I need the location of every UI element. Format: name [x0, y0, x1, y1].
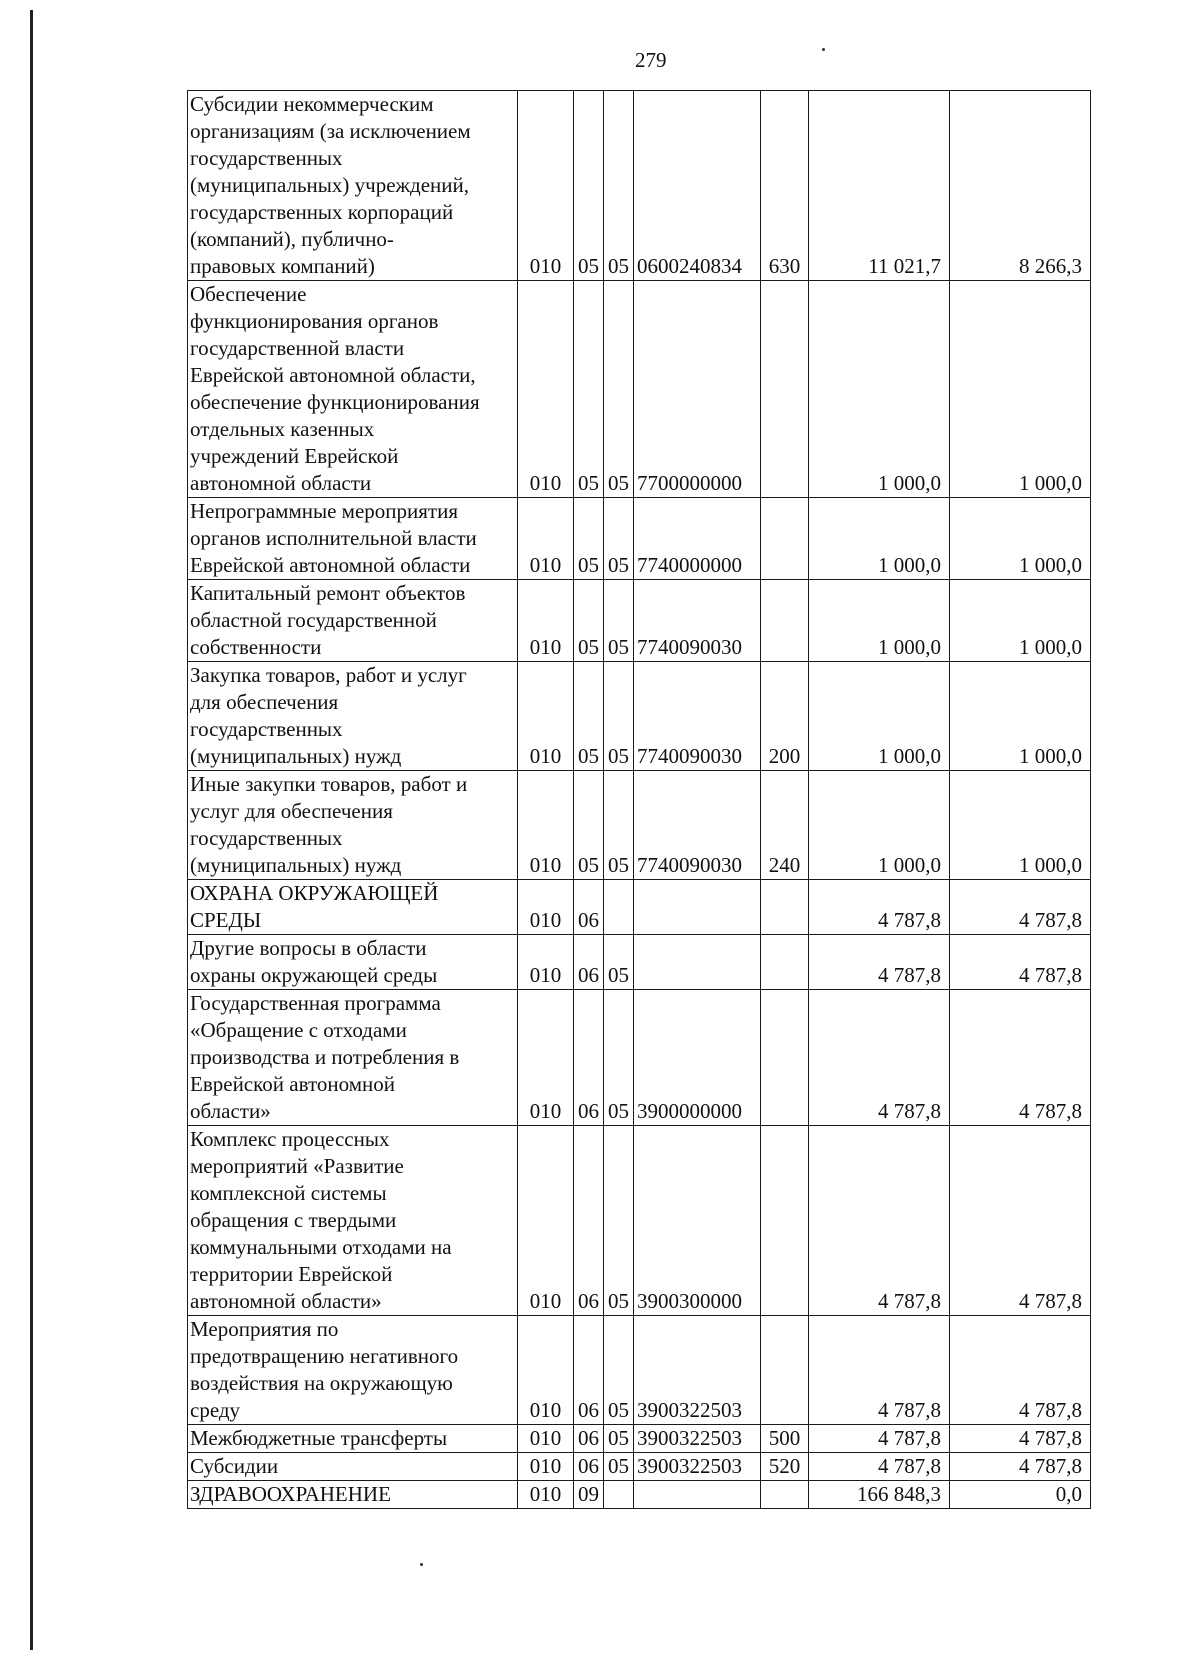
amount-year2-cell: 1 000,0 [950, 281, 1091, 498]
amount-year1-cell: 1 000,0 [809, 771, 950, 880]
amount-year2-cell: 1 000,0 [950, 498, 1091, 580]
subsection-code-cell: 05 [604, 1126, 634, 1316]
expense-type-cell [761, 281, 809, 498]
amount-year1-cell: 4 787,8 [809, 880, 950, 935]
admin-code-cell: 010 [518, 935, 574, 990]
amount-year2-cell: 1 000,0 [950, 662, 1091, 771]
section-code-cell: 06 [574, 935, 604, 990]
subsection-code-cell [604, 880, 634, 935]
target-article-cell: 7740000000 [634, 498, 761, 580]
target-article-cell: 7740090030 [634, 580, 761, 662]
row-name-line: обеспечение функционирования [190, 390, 480, 414]
table-row [188, 281, 1091, 498]
target-article-cell: 3900300000 [634, 1126, 761, 1316]
table-row [188, 1316, 1091, 1425]
section-code-cell: 05 [574, 498, 604, 580]
row-name-line: государственной власти [190, 336, 405, 360]
row-name-line: Еврейской автономной [190, 1072, 395, 1096]
target-article-cell: 7740090030 [634, 662, 761, 771]
row-name-line: правовых компаний) [190, 254, 375, 278]
subsection-code-cell: 05 [604, 990, 634, 1126]
target-article-cell: 3900322503 [634, 1453, 761, 1481]
row-name-line: ЗДРАВООХРАНЕНИЕ [190, 1482, 391, 1506]
row-name-line: учреждений Еврейской [190, 444, 399, 468]
left-margin-rule [30, 10, 33, 1650]
row-name-line: комплексной системы [190, 1181, 387, 1205]
amount-year1-cell: 1 000,0 [809, 662, 950, 771]
amount-year1-cell: 1 000,0 [809, 281, 950, 498]
row-name-cell [188, 580, 518, 662]
amount-year1-cell: 4 787,8 [809, 1316, 950, 1425]
table-row [188, 662, 1091, 771]
amount-year2-cell: 4 787,8 [950, 1126, 1091, 1316]
row-name-line: (муниципальных) нужд [190, 744, 402, 768]
budget-table-body [188, 91, 1091, 1509]
row-name-cell [188, 935, 518, 990]
expense-type-cell [761, 580, 809, 662]
section-code-cell: 06 [574, 990, 604, 1126]
table-row [188, 580, 1091, 662]
row-name-line: Межбюджетные трансферты [190, 1426, 448, 1450]
subsection-code-cell: 05 [604, 580, 634, 662]
row-name-line: Комплекс процессных [190, 1127, 390, 1151]
row-name-line: охраны окружающей среды [190, 963, 438, 987]
row-name-line: производства и потребления в [190, 1045, 460, 1069]
amount-year2-cell: 1 000,0 [950, 771, 1091, 880]
subsection-code-cell [604, 1481, 634, 1509]
row-name-line: функционирования органов [190, 309, 439, 333]
amount-year2-cell: 4 787,8 [950, 990, 1091, 1126]
row-name-line: Непрограммные мероприятия [190, 499, 458, 523]
row-name-line: Еврейской автономной области [190, 553, 471, 577]
expense-type-cell [761, 990, 809, 1126]
admin-code-cell: 010 [518, 662, 574, 771]
row-name-cell [188, 1481, 518, 1509]
admin-code-cell: 010 [518, 771, 574, 880]
row-name-line: государственных корпораций [190, 200, 454, 224]
table-row [188, 1425, 1091, 1453]
row-name-line: Еврейской автономной области, [190, 363, 476, 387]
target-article-cell [634, 935, 761, 990]
expense-type-cell [761, 935, 809, 990]
budget-table [187, 90, 1091, 1509]
subsection-code-cell: 05 [604, 91, 634, 281]
target-article-cell: 0600240834 [634, 91, 761, 281]
admin-code-cell: 010 [518, 498, 574, 580]
row-name-cell [188, 91, 518, 281]
expense-type-cell [761, 880, 809, 935]
target-article-cell [634, 1481, 761, 1509]
row-name-line: (муниципальных) учреждений, [190, 173, 469, 197]
amount-year1-cell: 11 021,7 [809, 91, 950, 281]
row-name-cell [188, 990, 518, 1126]
target-article-cell [634, 880, 761, 935]
target-article-cell: 7700000000 [634, 281, 761, 498]
section-code-cell: 06 [574, 1126, 604, 1316]
row-name-line: автономной области [190, 471, 372, 495]
section-code-cell: 05 [574, 281, 604, 498]
row-name-line: (компаний), публично- [190, 227, 394, 251]
expense-type-cell [761, 498, 809, 580]
row-name-line: Государственная программа [190, 991, 441, 1015]
page-number: 279 [635, 48, 667, 72]
row-name-cell [188, 1316, 518, 1425]
row-name-cell [188, 1126, 518, 1316]
section-code-cell: 09 [574, 1481, 604, 1509]
admin-code-cell: 010 [518, 880, 574, 935]
row-name-line: Иные закупки товаров, работ и [190, 772, 468, 796]
amount-year2-cell: 4 787,8 [950, 1425, 1091, 1453]
row-name-line: государственных [190, 717, 343, 741]
row-name-line: мероприятий «Развитие [190, 1154, 404, 1178]
target-article-cell: 3900322503 [634, 1316, 761, 1425]
table-row [188, 1126, 1091, 1316]
row-name-line: территории Еврейской [190, 1262, 393, 1286]
table-row [188, 771, 1091, 880]
row-name-line: автономной области» [190, 1289, 382, 1313]
expense-type-cell: 240 [761, 771, 809, 880]
row-name-line: СРЕДЫ [190, 908, 262, 932]
section-code-cell: 05 [574, 91, 604, 281]
amount-year2-cell: 4 787,8 [950, 1316, 1091, 1425]
expense-type-cell: 200 [761, 662, 809, 771]
section-code-cell: 06 [574, 880, 604, 935]
row-name-line: «Обращение с отходами [190, 1018, 407, 1042]
table-row [188, 990, 1091, 1126]
admin-code-cell: 010 [518, 1481, 574, 1509]
subsection-code-cell: 05 [604, 935, 634, 990]
table-row [188, 880, 1091, 935]
admin-code-cell: 010 [518, 1316, 574, 1425]
amount-year1-cell: 4 787,8 [809, 1453, 950, 1481]
row-name-line: коммунальными отходами на [190, 1235, 452, 1259]
amount-year2-cell: 4 787,8 [950, 880, 1091, 935]
subsection-code-cell: 05 [604, 1425, 634, 1453]
row-name-line: Закупка товаров, работ и услуг [190, 663, 467, 687]
admin-code-cell: 010 [518, 1453, 574, 1481]
scan-speck [822, 48, 825, 51]
row-name-cell [188, 1425, 518, 1453]
expense-type-cell [761, 1126, 809, 1316]
subsection-code-cell: 05 [604, 281, 634, 498]
admin-code-cell: 010 [518, 281, 574, 498]
expense-type-cell: 520 [761, 1453, 809, 1481]
row-name-line: предотвращению негативного [190, 1344, 459, 1368]
row-name-cell [188, 1453, 518, 1481]
row-name-cell [188, 281, 518, 498]
subsection-code-cell: 05 [604, 771, 634, 880]
row-name-cell [188, 771, 518, 880]
row-name-line: отдельных казенных [190, 417, 375, 441]
amount-year1-cell: 4 787,8 [809, 1126, 950, 1316]
row-name-line: собственности [190, 635, 322, 659]
amount-year1-cell: 4 787,8 [809, 935, 950, 990]
section-code-cell: 05 [574, 662, 604, 771]
row-name-line: Другие вопросы в области [190, 936, 427, 960]
row-name-line: Субсидии некоммерческим [190, 92, 434, 116]
row-name-line: Капитальный ремонт объектов [190, 581, 466, 605]
target-article-cell: 3900000000 [634, 990, 761, 1126]
row-name-line: ОХРАНА ОКРУЖАЮЩЕЙ [190, 881, 439, 905]
admin-code-cell: 010 [518, 1425, 574, 1453]
row-name-line: области» [190, 1099, 271, 1123]
amount-year2-cell: 4 787,8 [950, 935, 1091, 990]
expense-type-cell: 500 [761, 1425, 809, 1453]
subsection-code-cell: 05 [604, 1316, 634, 1425]
expense-type-cell [761, 1481, 809, 1509]
row-name-cell [188, 880, 518, 935]
amount-year1-cell: 1 000,0 [809, 498, 950, 580]
expense-type-cell: 630 [761, 91, 809, 281]
scan-speck [420, 1563, 423, 1566]
row-name-line: органов исполнительной власти [190, 526, 477, 550]
amount-year2-cell: 8 266,3 [950, 91, 1091, 281]
admin-code-cell: 010 [518, 91, 574, 281]
target-article-cell: 7740090030 [634, 771, 761, 880]
row-name-cell [188, 498, 518, 580]
row-name-line: государственных [190, 826, 343, 850]
subsection-code-cell: 05 [604, 1453, 634, 1481]
row-name-line: обращения с твердыми [190, 1208, 397, 1232]
amount-year1-cell: 1 000,0 [809, 580, 950, 662]
expense-type-cell [761, 1316, 809, 1425]
row-name-line: (муниципальных) нужд [190, 853, 402, 877]
row-name-line: для обеспечения [190, 690, 339, 714]
table-row [188, 1481, 1091, 1509]
section-code-cell: 05 [574, 580, 604, 662]
section-code-cell: 06 [574, 1453, 604, 1481]
row-name-line: Мероприятия по [190, 1317, 339, 1341]
row-name-line: Обеспечение [190, 282, 307, 306]
admin-code-cell: 010 [518, 990, 574, 1126]
admin-code-cell: 010 [518, 580, 574, 662]
amount-year2-cell: 0,0 [950, 1481, 1091, 1509]
section-code-cell: 06 [574, 1316, 604, 1425]
section-code-cell: 06 [574, 1425, 604, 1453]
target-article-cell: 3900322503 [634, 1425, 761, 1453]
row-name-line: воздействия на окружающую [190, 1371, 453, 1395]
amount-year2-cell: 1 000,0 [950, 580, 1091, 662]
admin-code-cell: 010 [518, 1126, 574, 1316]
amount-year2-cell: 4 787,8 [950, 1453, 1091, 1481]
row-name-line: государственных [190, 146, 343, 170]
row-name-line: областной государственной [190, 608, 437, 632]
amount-year1-cell: 4 787,8 [809, 990, 950, 1126]
row-name-line: Субсидии [190, 1454, 279, 1478]
amount-year1-cell: 4 787,8 [809, 1425, 950, 1453]
amount-year1-cell: 166 848,3 [809, 1481, 950, 1509]
row-name-line: среду [190, 1398, 241, 1422]
table-row [188, 1453, 1091, 1481]
table-row [188, 498, 1091, 580]
row-name-line: организациям (за исключением [190, 119, 471, 143]
row-name-line: услуг для обеспечения [190, 799, 393, 823]
row-name-cell [188, 662, 518, 771]
table-row [188, 935, 1091, 990]
subsection-code-cell: 05 [604, 662, 634, 771]
subsection-code-cell: 05 [604, 498, 634, 580]
table-row [188, 91, 1091, 281]
section-code-cell: 05 [574, 771, 604, 880]
